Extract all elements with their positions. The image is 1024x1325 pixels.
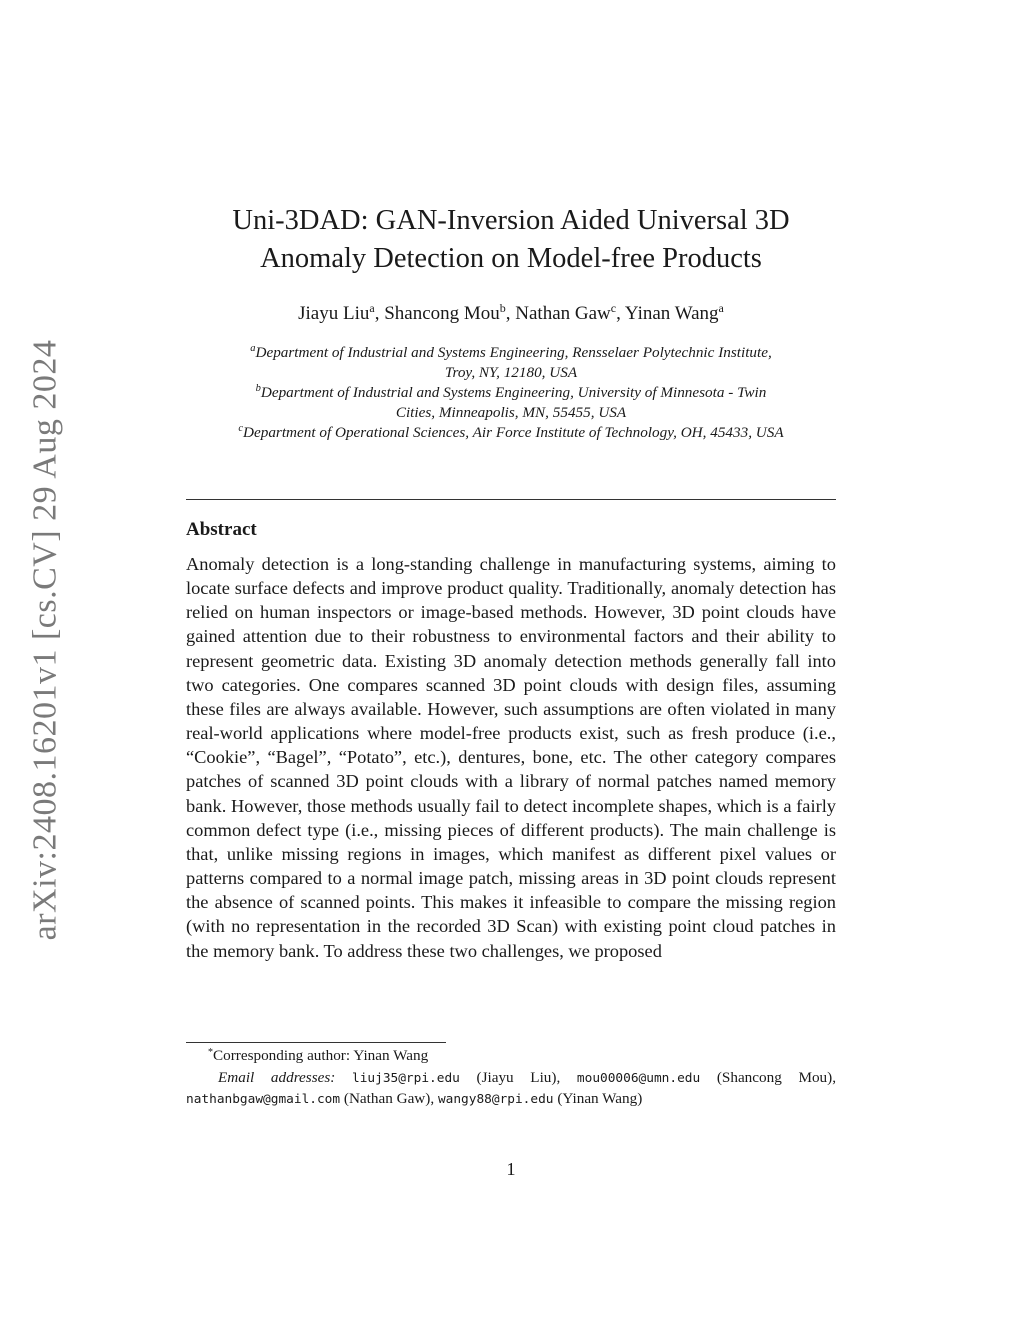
title-line-1: Uni-3DAD: GAN-Inversion Aided Universal 3D: [232, 205, 790, 236]
email-owner: (Shancong Mou),: [716, 1069, 836, 1086]
arxiv-identifier-text: arXiv:2408.16201v1 [cs.CV] 29 Aug 2024: [26, 339, 63, 941]
affiliation-a-cont: Troy, NY, 12180, USA: [444, 364, 578, 381]
email-owner: (Nathan Gaw),: [343, 1090, 435, 1107]
author-name: Yinan Wang: [624, 303, 719, 324]
page-number: 1: [506, 1159, 516, 1179]
abstract-top-rule: [186, 499, 836, 500]
affiliation-mark: b: [255, 383, 261, 394]
title-line-2: Anomaly Detection on Model-free Products: [260, 243, 762, 274]
email-link[interactable]: mou00006@umn.edu: [576, 1071, 701, 1086]
email-owner: (Yinan Wang): [557, 1090, 643, 1107]
email-link[interactable]: liuj35@rpi.edu: [352, 1071, 460, 1086]
affiliation-a: [186, 343, 836, 363]
author-affil-mark: b: [499, 301, 506, 315]
affiliation-list: [186, 343, 836, 443]
affiliation-mark: a: [250, 343, 256, 354]
email-footnote: [186, 1068, 836, 1110]
affiliation-line: Department of Operational Sciences, Air Force Institute of Technology, OH, 45433, USA: [243, 424, 784, 441]
abstract-heading: Abstract: [186, 519, 257, 540]
author-affil-mark: c: [610, 301, 617, 315]
author-name: Nathan Gaw: [515, 303, 611, 324]
affiliation-line: Department of Industrial and Systems Engineering, University of Minnesota - Twin: [260, 384, 767, 401]
email-link[interactable]: nathanbgaw@gmail.com: [186, 1092, 341, 1107]
author-list: Jiayu Liu$^a$, Shancong Mou$^b$, Nathan Gaw$^c$, Yinan Wang$^a$: [298, 301, 724, 324]
affiliation-b-cont: Cities, Minneapolis, MN, 55455, USA: [395, 404, 627, 421]
corresponding-author-footnote: [186, 1046, 836, 1066]
arxiv-identifier-stamp: [10, 335, 80, 945]
affiliation-line: Department of Industrial and Systems Engineering, Rensselaer Polytechnic Institute,: [255, 344, 772, 361]
email-owner: (Jiayu Liu),: [476, 1069, 561, 1086]
abstract-body: Anomaly detection is a long-standing challenge in manufacturing systems, aiming to locate surface defects and improve product quality. Traditionally, anomaly detection has relied on human inspectors or image-based methods. However, 3D point clouds have gained attention due to their robustness to environmental factors and their ability to represent geometric data. Existing 3D anomaly detection methods generally fall into two categories. One compares scanned 3D point clouds with design files, assuming these files are always available. However, such assumptions are often violated in many real-world applications where model-free products exist, such as fresh produce (i.e., “Cookie”, “Bagel”, “Potato”, etc.), dentures, bone, etc. The other category compares patches of scanned 3D point clouds with a library of normal patches named memory bank. However, those methods usually fail to detect incomplete shapes, which is a fairly common defect type (i.e., missing pieces of different products). The main challenge is that, unlike missing regions in images, which manifest as different pixel values or patterns compared to a normal image patch, missing areas in 3D point clouds represent the absence of scanned points. This makes it infeasible to compare the missing region (with no representation in the recorded 3D Scan) with existing point cloud patches in the memory bank. To address these two challenges, we proposed: [186, 554, 836, 961]
footnote-mark: *: [208, 1047, 213, 1058]
author-affil-mark: a: [718, 301, 724, 315]
email-link[interactable]: wangy88@rpi.edu: [437, 1092, 554, 1107]
corresponding-author-text: Corresponding author: Yinan Wang: [213, 1047, 429, 1064]
affiliation-b: [186, 383, 836, 403]
affiliation-mark: c: [238, 423, 244, 434]
footnote-rule: [186, 1042, 446, 1043]
author-affil-mark: a: [369, 301, 375, 315]
author-name: Shancong Mou: [384, 303, 500, 324]
affiliation-c: [186, 423, 836, 443]
email-label: Email addresses:: [218, 1069, 336, 1086]
author-name: Jiayu Liu: [298, 303, 370, 324]
paper-title: [186, 202, 836, 278]
